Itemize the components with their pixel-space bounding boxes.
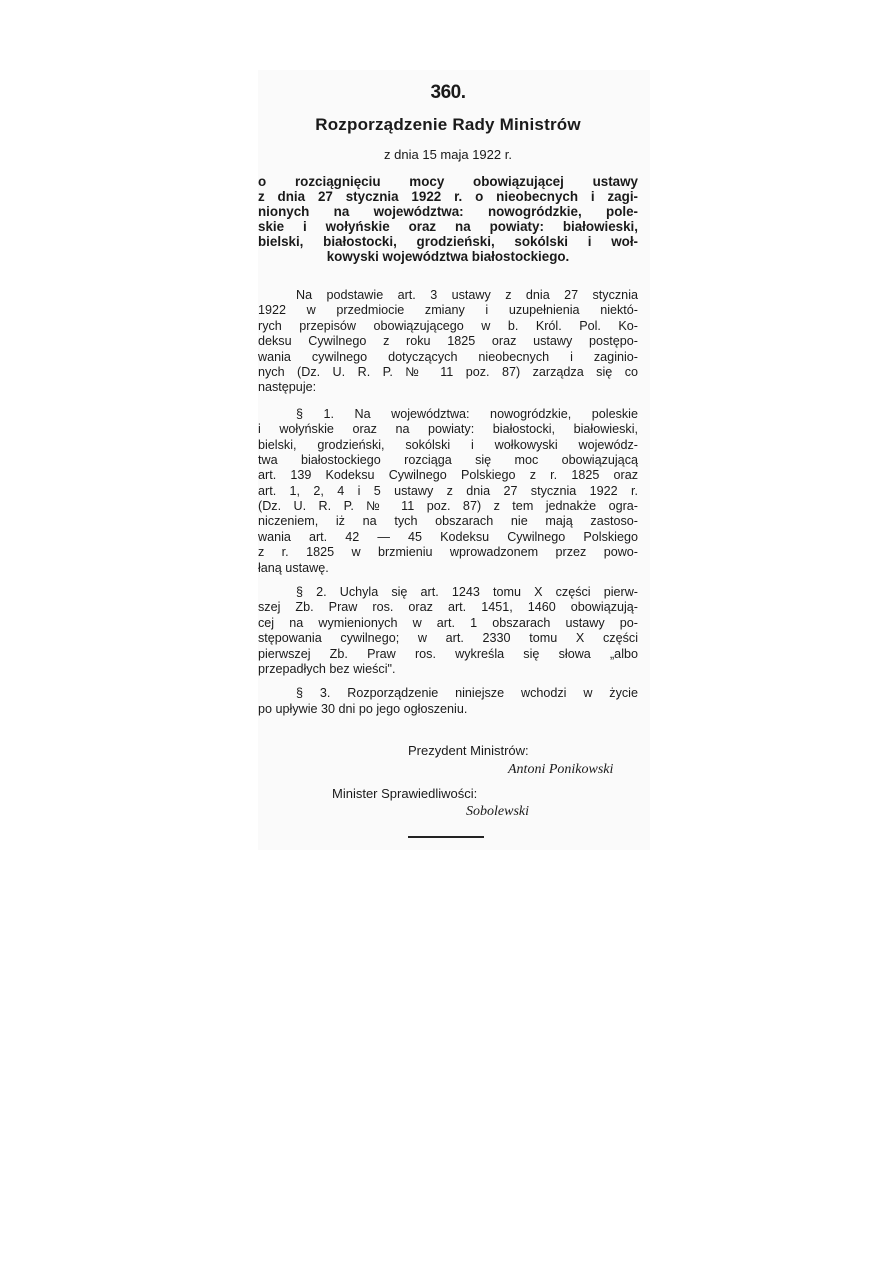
justice-signature-name: Sobolewski xyxy=(466,804,529,819)
act-subject xyxy=(258,174,638,264)
preamble-line: 1922 w przedmiocie zmiany i uzupełnienia niektó- xyxy=(258,303,638,318)
section-1-line: twa białostockiego rozciąga się moc obowiązującą xyxy=(258,452,638,467)
subject-line: o rozciągnięciu mocy obowiązującej ustawy xyxy=(258,174,638,189)
section-1-line: i wołyńskie oraz na powiaty: białostocki, białowieski, xyxy=(258,422,638,437)
preamble-line: deksu Cywilnego z roku 1825 oraz ustawy postępo- xyxy=(258,334,638,349)
preamble-line: rych przepisów obowiązującego w b. Król. Pol. Ko- xyxy=(258,318,638,333)
section-2-line: stępowania cywilnego; w art. 2330 tomu X części xyxy=(258,631,638,646)
section-2-line: szej Zb. Praw ros. oraz art. 1451, 1460 obowiązują- xyxy=(258,600,638,615)
justice-signature-name-wrap xyxy=(466,802,529,820)
pm-signature-name: Antoni Ponikowski xyxy=(508,762,614,777)
subject-line: skie i wołyńskie oraz na powiaty: białowieski, xyxy=(258,219,638,234)
pm-signature-name-wrap xyxy=(508,760,613,778)
pm-signature-title: Prezydent Ministrów: xyxy=(408,743,529,758)
preamble-line: Na podstawie art. 3 ustawy z dnia 27 stycznia xyxy=(296,288,638,302)
justice-signature-title: Minister Sprawiedliwości: xyxy=(332,786,478,801)
section-2-line: § 2. Uchyla się art. 1243 tomu X części pierw- xyxy=(296,585,638,600)
document-column xyxy=(258,70,638,717)
section-2-line: cej na wymienionych w art. 1 obszarach ustawy po- xyxy=(258,615,638,630)
section-1-line: § 1. Na województwa: nowogródzkie, poleskie xyxy=(296,406,638,421)
section-1 xyxy=(258,407,638,576)
section-1-line: bielski, grodzieński, sokólski i wołkowyski wojewódz- xyxy=(258,437,638,452)
section-1-line: z r. 1825 w brzmieniu wprowadzonem przez powo- xyxy=(258,545,638,560)
preamble-line: następuje: xyxy=(258,380,317,395)
act-number: 360. xyxy=(430,82,466,103)
preamble-line: nych (Dz. U. R. P. № 11 poz. 87) zarządza się co xyxy=(258,364,638,379)
subject-line: nionych na województwa: nowogródzkie, pole- xyxy=(258,204,638,219)
section-1-line: wania art. 42 — 45 Kodeksu Cywilnego Polskiego xyxy=(258,529,638,544)
subject-line: kowyski województwa białostockiego. xyxy=(326,249,570,264)
section-1-line: art. 139 Kodeksu Cywilnego Polskiego z r. 1825 oraz xyxy=(258,468,638,483)
subject-line: bielski, białostocki, grodzieński, sokólski i woł- xyxy=(258,234,638,249)
preamble-line: wania cywilnego dotyczących nieobecnych i zaginio- xyxy=(258,349,638,364)
section-3-line: po upływie 30 dni po jego ogłoszeniu. xyxy=(258,701,468,716)
section-3 xyxy=(258,686,638,717)
section-1-line: niczeniem, iż na tych obszarach nie mają zastoso- xyxy=(258,514,638,529)
section-1-line: art. 1, 2, 4 i 5 ustawy z dnia 27 stycznia 1922 r. xyxy=(258,483,638,498)
section-2-line: pierwszej Zb. Praw ros. wykreśla się słowa „albo xyxy=(258,646,638,661)
section-2 xyxy=(258,585,638,677)
section-2-line: przepadłych bez wieści". xyxy=(258,661,396,676)
subject-line: z dnia 27 stycznia 1922 r. o nieobecnych i zagi- xyxy=(258,189,638,204)
section-1-line: łaną ustawę. xyxy=(258,560,329,575)
closing-rule xyxy=(408,836,484,838)
section-1-line: (Dz. U. R. P. № 11 poz. 87) z tem jednakże ogra- xyxy=(258,499,638,514)
act-date: z dnia 15 maja 1922 r. xyxy=(384,147,512,162)
act-title: Rozporządzenie Rady Ministrów xyxy=(315,115,581,134)
section-3-line: § 3. Rozporządzenie niniejsze wchodzi w życie xyxy=(296,686,638,701)
preamble xyxy=(258,288,638,396)
